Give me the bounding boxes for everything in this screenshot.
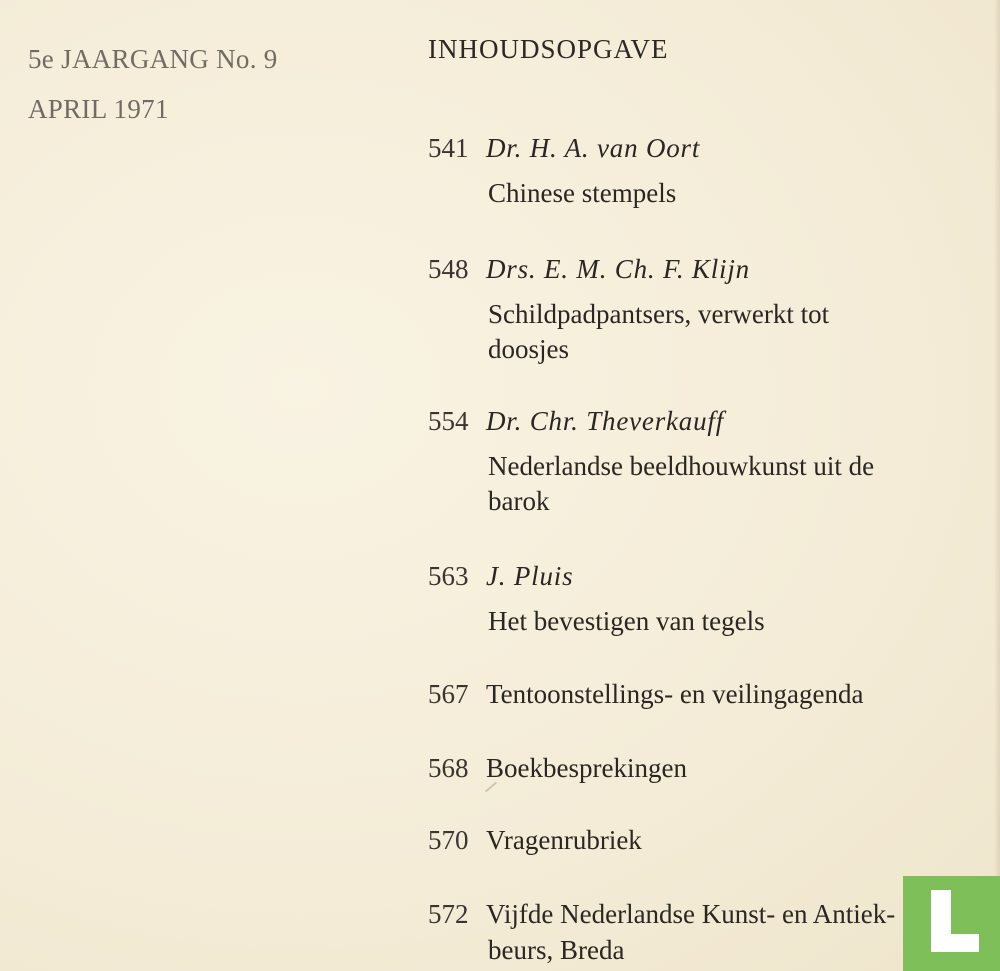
entry-title-line-2: beurs, Breda: [488, 935, 625, 965]
issue-date: APRIL 1971: [28, 94, 169, 124]
entry-author: Dr. Chr. Theverkauff: [486, 406, 724, 436]
toc-entry-541: [428, 130, 700, 211]
entry-title-line-2: doosjes: [488, 334, 569, 364]
entry-title: Boekbesprekingen: [486, 753, 687, 783]
toc-entry-567: [428, 676, 864, 712]
masthead: [28, 34, 278, 134]
entry-title: Het bevestigen van tegels: [488, 606, 765, 636]
toc-heading: INHOUDSOPGAVE: [428, 34, 669, 64]
entry-page-number: 567: [428, 679, 469, 709]
entry-page-number: 570: [428, 825, 469, 855]
entry-author: Dr. H. A. van Oort: [486, 133, 701, 163]
entry-title: Tentoonstellings- en veilingagenda: [486, 679, 864, 709]
entry-author: Drs. E. M. Ch. F. Klijn: [486, 254, 750, 284]
toc-entry-572: [428, 896, 895, 968]
logo-l-foot: [931, 934, 979, 952]
entry-title-line-2: barok: [488, 486, 550, 516]
entry-page-number: 548: [428, 254, 469, 284]
volume-number: 5e JAARGANG No. 9: [28, 44, 278, 74]
entry-author: J. Pluis: [486, 561, 574, 591]
entry-title: Vragenrubriek: [486, 825, 642, 855]
page-edge-shadow: [994, 0, 1000, 971]
entry-page-number: 563: [428, 561, 469, 591]
toc-entry-548: [428, 251, 829, 367]
entry-title-line-1: Schildpadpantsers, verwerkt tot: [488, 299, 830, 329]
toc-entry-568: [428, 750, 687, 786]
toc-entry-554: [428, 403, 874, 519]
entry-page-number: 568: [428, 753, 469, 783]
entry-title-line-1: Nederlandse beeldhouwkunst uit de: [488, 451, 875, 481]
watermark-logo: [903, 876, 1000, 971]
toc-entry-563: [428, 558, 765, 639]
entry-page-number: 541: [428, 133, 469, 163]
toc-entry-570: [428, 822, 642, 858]
entry-title-line-1: Vijfde Nederlandse Kunst- en Antiek-: [486, 899, 896, 929]
entry-page-number: 572: [428, 899, 469, 929]
entry-page-number: 554: [428, 406, 469, 436]
entry-title: Chinese stempels: [488, 178, 677, 208]
